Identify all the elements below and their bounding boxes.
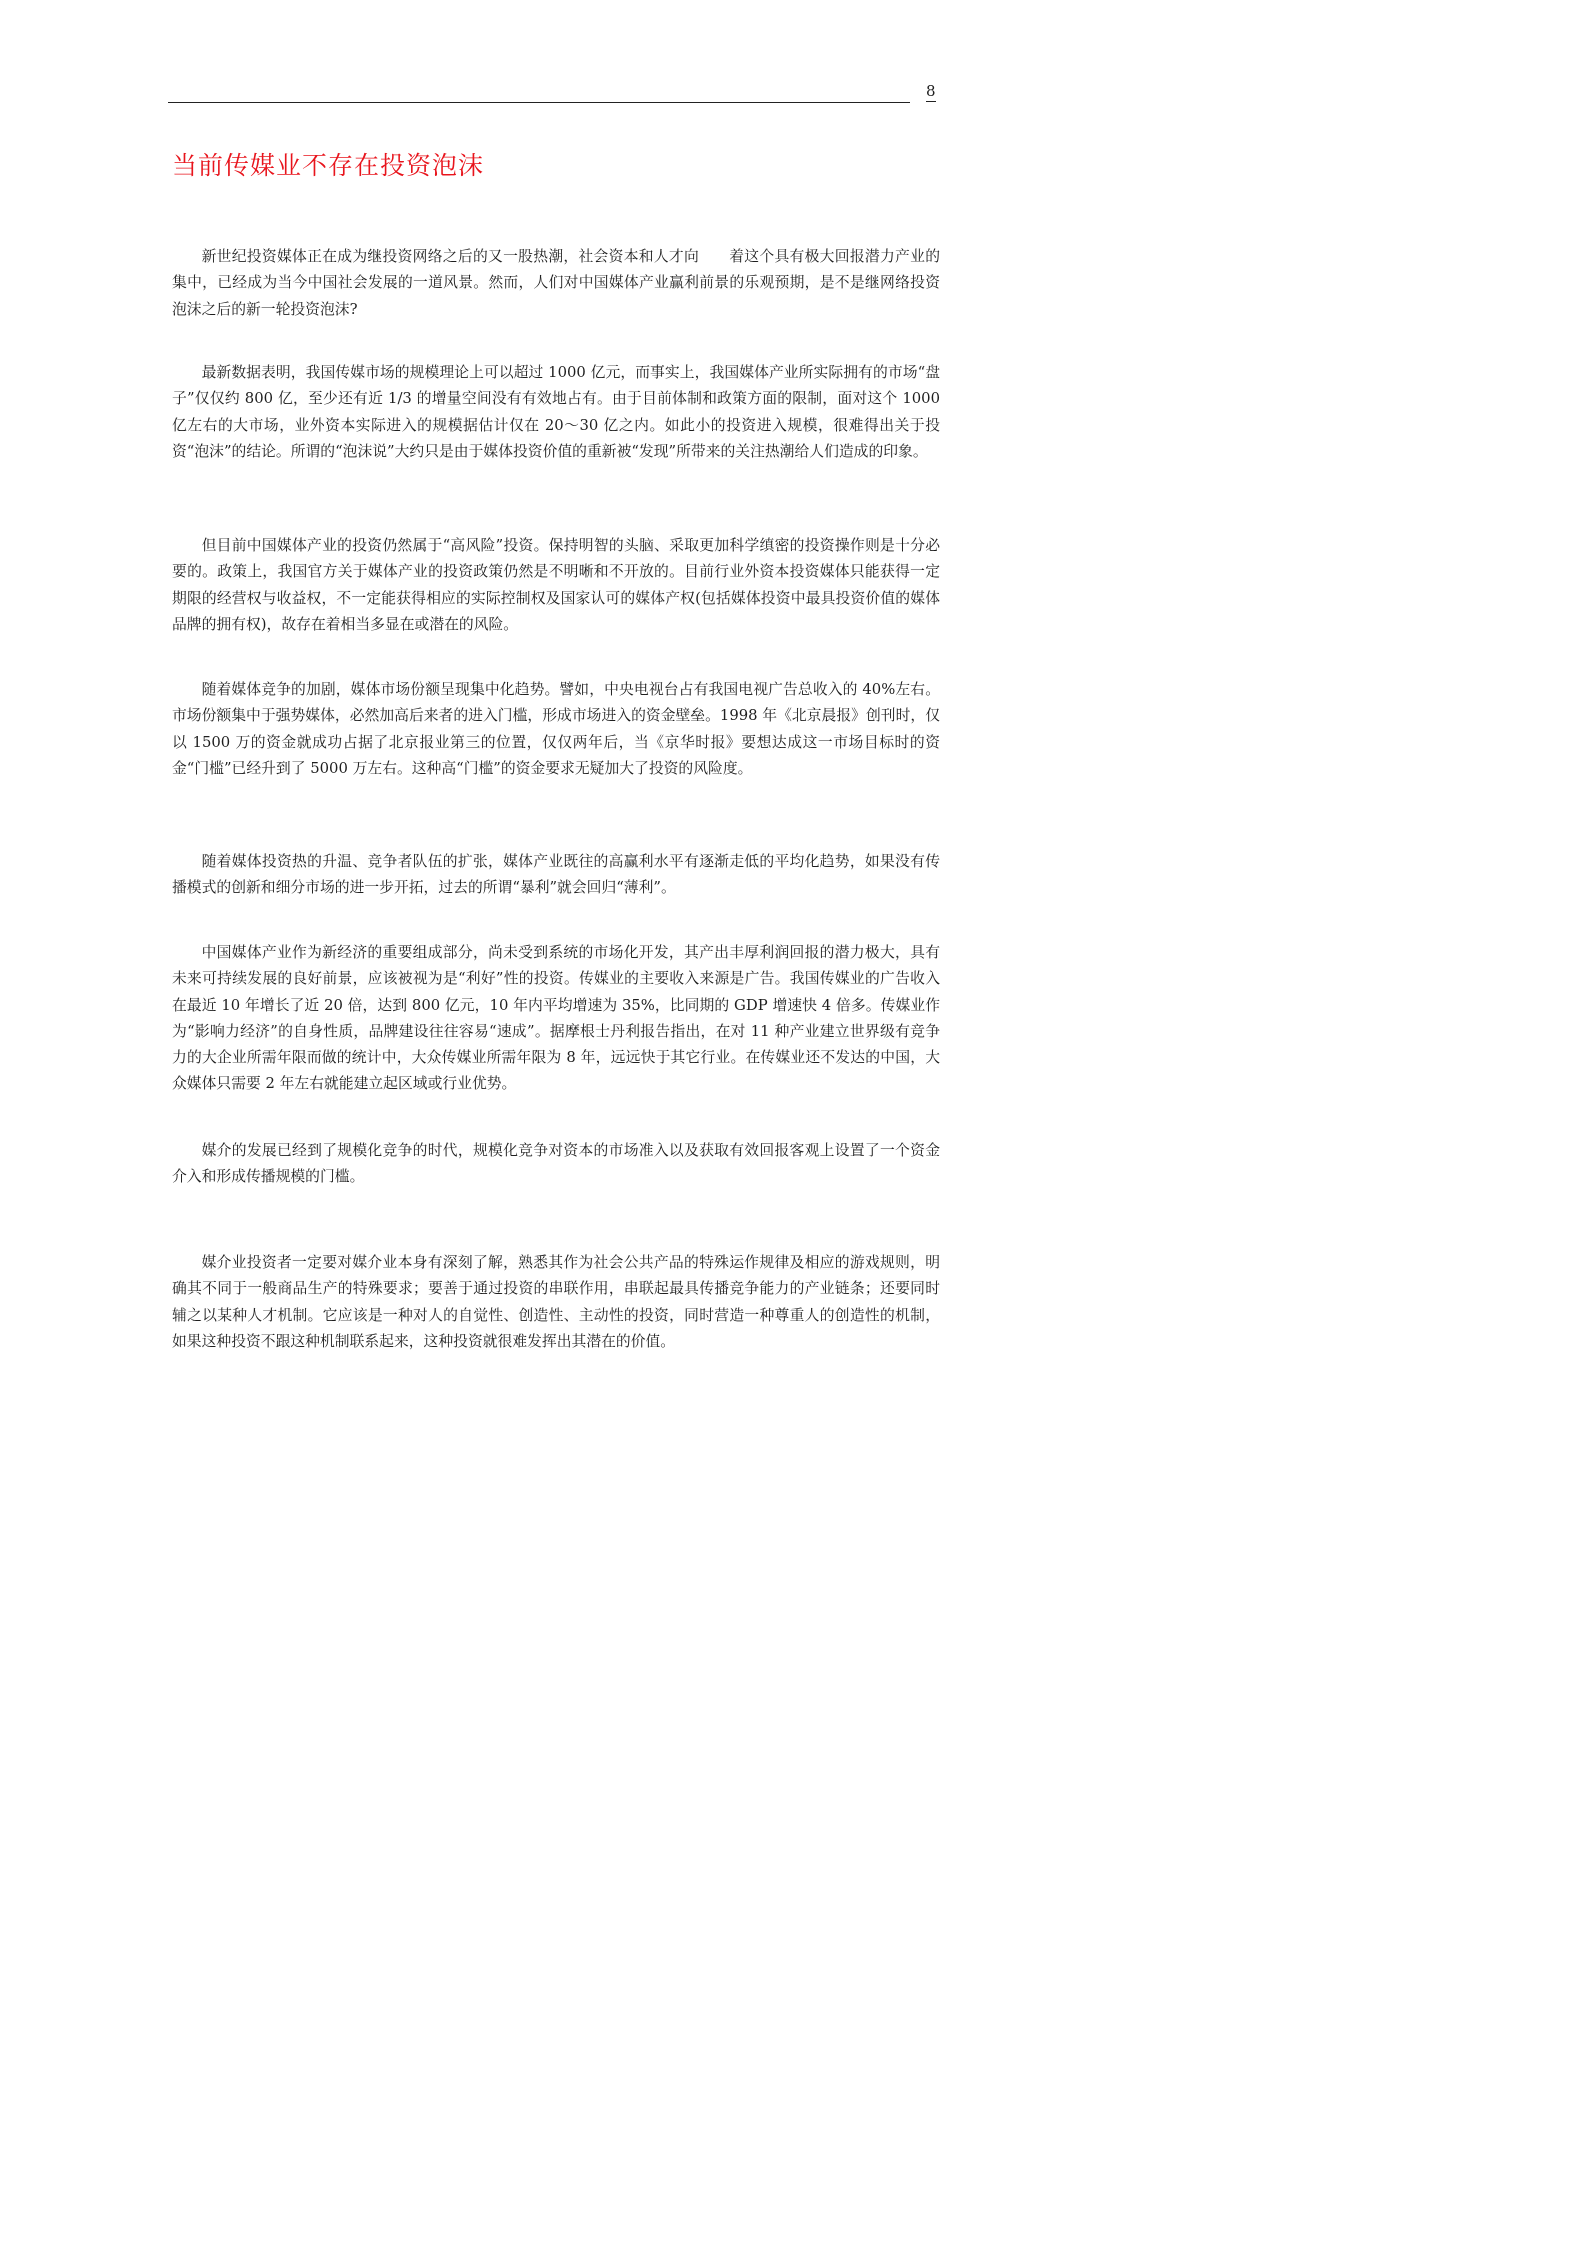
paragraph-growth-potential: 中国媒体产业作为新经济的重要组成部分，尚未受到系统的市场化开发，其产出丰厚利润回报的潜力极大，具有未来可持续发展的良好前景，应该被视为是“利好”性的投资。传媒业的主要收入来源是广告。我国传媒业的广告收入在最近 10 年增长了近 20 倍，达到 800 亿元，10 年内平均增速为 35%，比同期的 GDP 增速快 4 倍多。传媒业作为“影响力经济”的自身性质，品牌建设往往容易“速成”。据摩根士丹利报告指出，在对 11 种产业建立世界级有竞争力的大企业所需年限而做的统计中，大众传媒业所需年限为 8 年，远远快于其它行业。在传媒业还不发达的中国，大众媒体只需要 2 年左右就能建立起区域或行业优势。	[172, 944, 940, 1093]
paragraph-intro: 新世纪投资媒体正在成为继投资网络之后的又一股热潮，社会资本和人才向 着这个具有极大回报潜力产业的集中，已经成为当今中国社会发展的一道风景。然而，人们对中国媒体产业赢利前景的乐观预期，是不是继网络投资泡沫之后的新一轮投资泡沫?	[172, 248, 940, 318]
page-title: 当前传媒业不存在投资泡沫	[172, 151, 485, 180]
paragraph-market-concentration: 随着媒体竞争的加剧，媒体市场份额呈现集中化趋势。譬如，中央电视台占有我国电视广告总收入的 40%左右。市场份额集中于强势媒体，必然加高后来者的进入门槛，形成市场进入的资金壁垒。1998 年《北京晨报》创刊时，仅以 1500 万的资金就成功占据了北京报业第三的位置，仅仅两年后，当《京华时报》要想达成这一市场目标时的资金“门槛”已经升到了 5000 万左右。这种高“门槛”的资金要求无疑加大了投资的风险度。	[172, 681, 940, 777]
paragraph-investor-advice: 媒介业投资者一定要对媒介业本身有深刻了解，熟悉其作为社会公共产品的特殊运作规律及相应的游戏规则，明确其不同于一般商品生产的特殊要求；要善于通过投资的串联作用，串联起最具传播竞争能力的产业链条；还要同时辅之以某种人才机制。它应该是一种对人的自觉性、创造性、主动性的投资，同时营造一种尊重人的创造性的机制，如果这种投资不跟这种机制联系起来，这种投资就很难发挥出其潜在的价值。	[172, 1254, 940, 1350]
paragraph-market-size: 最新数据表明，我国传媒市场的规模理论上可以超过 1000 亿元，而事实上，我国媒体产业所实际拥有的市场“盘子”仅仅约 800 亿，至少还有近 1/3 的增量空间没有有效地占有。由于目前体制和政策方面的限制，面对这个 1000 亿左右的大市场，业外资本实际进入的规模据估计仅在 20～30 亿之内。如此小的投资进入规模，很难得出关于投资“泡沫”的结论。所谓的“泡沫说”大约只是由于媒体投资价值的重新被“发现”所带来的关注热潮给人们造成的印象。	[172, 364, 940, 460]
paragraph-high-risk: 但目前中国媒体产业的投资仍然属于“高风险”投资。保持明智的头脑、采取更加科学缜密的投资操作则是十分必要的。政策上，我国官方关于媒体产业的投资政策仍然是不明晰和不开放的。目前行业外资本投资媒体只能获得一定期限的经营权与收益权，不一定能获得相应的实际控制权及国家认可的媒体产权(包括媒体投资中最具投资价值的媒体品牌的拥有权)，故存在着相当多显在或潜在的风险。	[172, 537, 940, 633]
paragraph-scale-competition: 媒介的发展已经到了规模化竞争的时代，规模化竞争对资本的市场准入以及获取有效回报客观上设置了一个资金介入和形成传播规模的门槛。	[172, 1142, 940, 1186]
paragraph-profit-averaging: 随着媒体投资热的升温、竞争者队伍的扩张，媒体产业既往的高赢利水平有逐渐走低的平均化趋势，如果没有传播模式的创新和细分市场的进一步开拓，过去的所谓“暴利”就会回归“薄利”。	[172, 853, 940, 897]
header-rule	[168, 102, 910, 103]
page-number: 8	[926, 82, 936, 100]
